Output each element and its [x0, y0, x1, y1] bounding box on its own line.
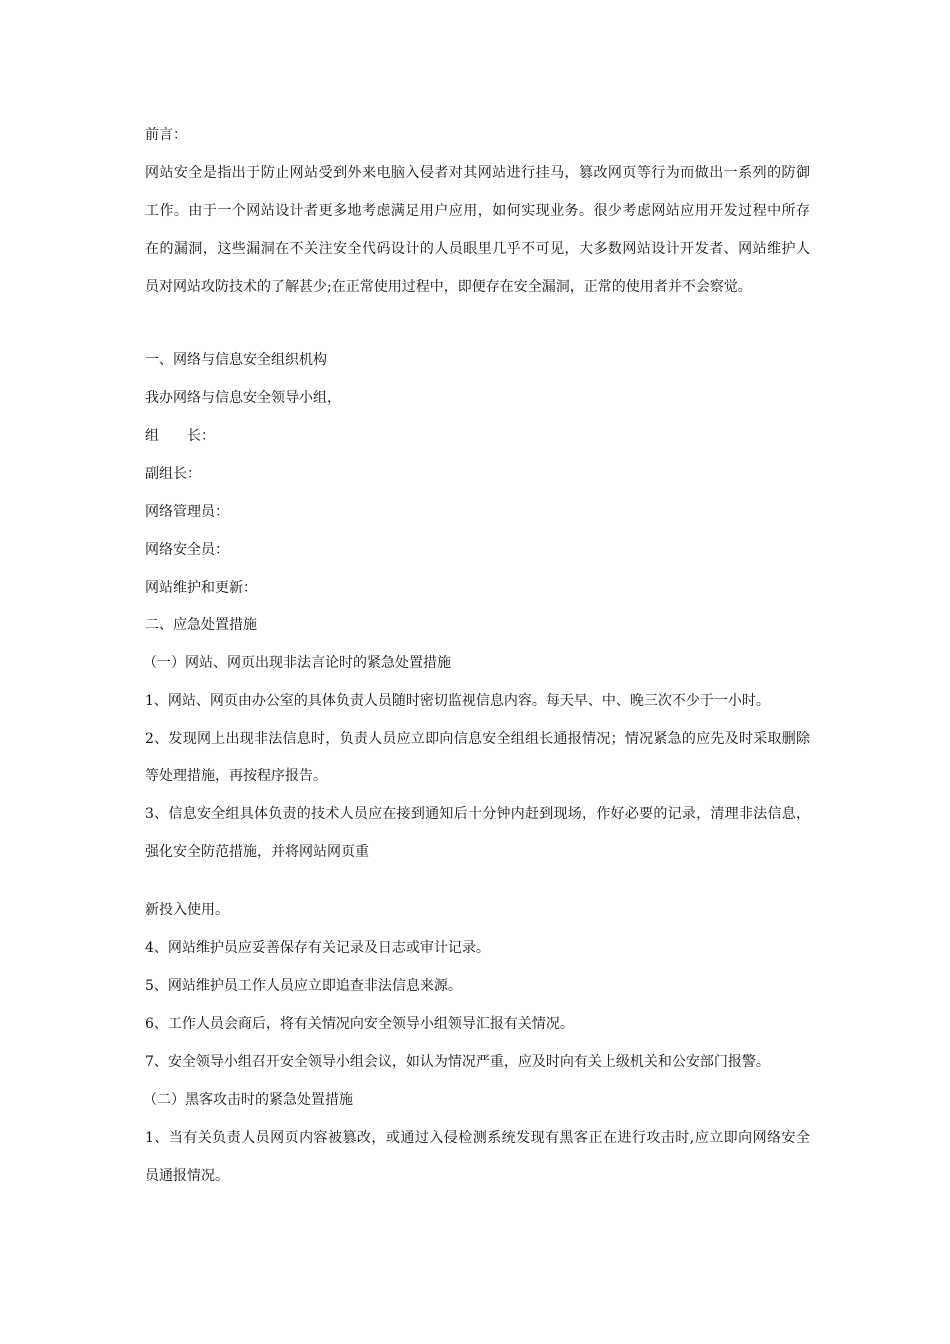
sub1-item-2-line-1: 2、发现网上出现非法信息时，负责人员应立即向信息安全组组长通报情况；情况紧急的应先及时采取删除 [145, 731, 810, 747]
sub1-item-4: 4、网站维护员应妥善保存有关记录及日志或审计记录。 [145, 940, 490, 956]
sub1-item-5: 5、网站维护员工作人员应立即追查非法信息来源。 [145, 978, 462, 994]
sub1-item-3-line-3: 新投入使用。 [145, 902, 229, 918]
sub1-item-1: 1、网站、网页由办公室的具体负责人员随时密切监视信息内容。每天早、中、晚三次不少于一小时。 [145, 693, 770, 709]
preface-line-4: 员对网站攻防技术的了解甚少;在正常使用过程中，即便存在安全漏洞，正常的使用者并不会察觉。 [145, 279, 752, 295]
sub1-item-7: 7、安全领导小组召开安全领导小组会议，如认为情况严重，应及时向有关上级机关和公安部门报警。 [145, 1054, 770, 1070]
role-network-admin: 网络管理员： [145, 504, 229, 520]
section1-heading: 一、网络与信息安全组织机构 [145, 352, 327, 368]
sub1-item-3-line-1: 3、信息安全组具体负责的技术人员应在接到通知后十分钟内赶到现场，作好必要的记录，清理非法信息， [145, 806, 810, 822]
role-leader: 组 长： [145, 428, 215, 444]
preface-line-1: 网站安全是指出于防止网站受到外来电脑入侵者对其网站进行挂马，篡改网页等行为而做出一系列的防御 [145, 165, 810, 181]
role-security-officer: 网络安全员： [145, 542, 229, 558]
sub2-item-1-line-2: 员通报情况。 [145, 1168, 229, 1184]
role-deputy-leader: 副组长： [145, 466, 201, 482]
preface-line-2: 工作。由于一个网站设计者更多地考虑满足用户应用，如何实现业务。很少考虑网站应用开发过程中所存 [145, 203, 810, 219]
preface-line-3: 在的漏洞，这些漏洞在不关注安全代码设计的人员眼里几乎不可见，大多数网站设计开发者、网站维护人 [145, 241, 810, 257]
sub1-item-6: 6、工作人员会商后，将有关情况向安全领导小组领导汇报有关情况。 [145, 1016, 574, 1032]
section2-heading: 二、应急处置措施 [145, 617, 257, 633]
role-site-maintenance: 网站维护和更新： [145, 580, 257, 596]
sub2-heading: （二）黑客攻击时的紧急处置措施 [143, 1092, 353, 1108]
sub2-item-1-line-1: 1、当有关负责人员网页内容被篡改，或通过入侵检测系统发现有黑客正在进行攻击时,应立即向网络安全 [145, 1130, 810, 1146]
section1-intro: 我办网络与信息安全领导小组， [145, 390, 341, 406]
sub1-heading: （一）网站、网页出现非法言论时的紧急处置措施 [143, 655, 451, 671]
preface-heading: 前言： [145, 127, 187, 143]
sub1-item-3-line-2: 强化安全防范措施，并将网站网页重 [145, 844, 369, 860]
sub1-item-2-line-2: 等处理措施，再按程序报告。 [145, 768, 327, 784]
